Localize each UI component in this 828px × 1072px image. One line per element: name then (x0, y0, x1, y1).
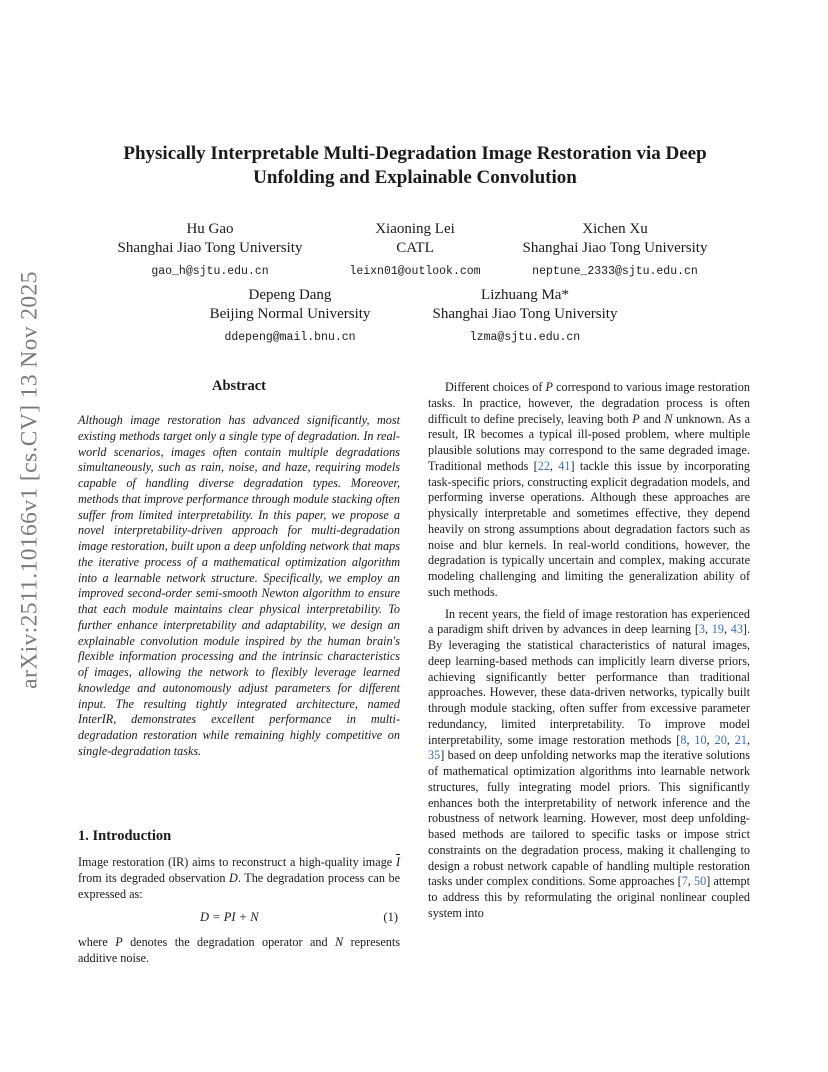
title-line-2: Unfolding and Explainable Convolution (253, 167, 577, 188)
author-name: Xiaoning Lei (375, 221, 455, 237)
title-line-1: Physically Interpretable Multi-Degradation Image Restoration via Deep (123, 143, 707, 164)
right-paragraph-1 (428, 380, 750, 601)
abstract-text: Although image restoration has advanced significantly, most existing methods target only a single type of degradation. In real-world scenarios, images often contain multiple degradations simultaneously, such as rain, noise, and haze, requiring models capable of handling diverse degradation types. Moreover, methods that improve performance through module stacking often suffer from limited interpretability. In this paper, we propose a novel interpretability-driven approach for multi-degradation image restoration, built upon a deep unfolding network that maps the iterative process of a mathematical optimization algorithm into a learnable network structure. Specifically, we employ an improved second-order semi-smooth Newton algorithm to ensure that each module maintains clear physical interpretability. To further enhance interpretability and adaptability, we design an explainable convolution module inspired by the human brain's flexible information processing and the intrinsic characteristics of images, allowing the network to flexibly leverage learned knowledge and autonomously adjust parameters for different input. The resulting tightly integrated architecture, named InterIR, demonstrates excellent performance in multi-degradation restoration while remaining highly competitive on single-degradation tasks. (78, 413, 400, 758)
author-block-5 (420, 286, 630, 347)
author-affiliation: Shanghai Jiao Tong University (117, 240, 303, 256)
author-name: Xichen Xu (582, 221, 648, 237)
citation-link[interactable]: 8 (680, 732, 687, 747)
text-run: Image restoration (IR) aims to reconstruct a high-quality image (78, 855, 396, 869)
text-run: represents additive noise. (78, 935, 400, 965)
citation-link[interactable]: 41 (558, 458, 571, 473)
author-block-2 (325, 220, 505, 281)
text-run: from its degraded observation (78, 870, 230, 885)
text-run: denotes the degradation operator and (122, 935, 336, 949)
author-name: Lizhuang Ma* (481, 287, 569, 303)
text-run: where (78, 935, 116, 949)
text-run: , (726, 732, 735, 747)
math-symbol: N (335, 935, 344, 949)
author-email[interactable]: neptune_2333@sjtu.edu.cn (532, 265, 698, 278)
author-block-3 (510, 220, 720, 281)
author-name: Hu Gao (186, 221, 234, 237)
citation-link[interactable]: 21 (734, 732, 747, 747)
equation-expression: D = PI + N (200, 910, 259, 924)
arxiv-stamp (8, 250, 52, 710)
text-run: , (705, 622, 712, 637)
citation-link[interactable]: 43 (730, 622, 743, 637)
author-email[interactable]: gao_h@sjtu.edu.cn (151, 265, 269, 278)
right-column (428, 380, 750, 922)
text-run: , (723, 622, 731, 637)
text-run: ]. By leveraging the statistical characteristics of natural images, deep learning-based methods can implicitly learn diverse priors, achieving significantly better performance than traditional approaches. However, these data-driven networks, typically built through module stacking, often suffer from excessive parameter redundancy, limited interpretability. To improve model interpretability, some image restoration methods [ (428, 622, 751, 747)
text-run: , (706, 732, 715, 747)
abstract-body (78, 413, 400, 760)
author-affiliation: Shanghai Jiao Tong University (432, 306, 618, 322)
text-run: , (687, 874, 695, 889)
citation-link[interactable]: 19 (711, 622, 724, 637)
right-paragraph-2 (428, 607, 750, 922)
intro-paragraph-1 (78, 855, 400, 902)
text-run: In recent years, the field of image restoration has experienced a paradigm shift driven by advances in deep learning [ (428, 606, 750, 637)
math-symbol: $\overline{I}$ (395, 855, 400, 869)
text-run: Different choices of (445, 380, 546, 394)
section-heading-introduction: 1. Introduction (78, 828, 172, 844)
math-symbol: D (229, 870, 238, 885)
author-affiliation: Beijing Normal University (209, 306, 371, 322)
math-symbol: P (632, 411, 640, 426)
author-email[interactable]: leixn01@outlook.com (349, 265, 481, 278)
citation-link[interactable]: 35 (428, 748, 441, 763)
paper-title (110, 142, 720, 190)
text-run: ] tackle this issue by incorporating task-specific priors, constructing explicit degradation models, and performing inverse operations. Although these approaches are physically interpretable and sometimes effective, they depend heavily on strong assumptions about degradation factors such as noise and blur kernels. In real-world conditions, however, the degradation is typically uncertain and complex, making accurate modeling challenging and limiting the generalization ability of such methods. (428, 458, 751, 599)
author-email[interactable]: lzma@sjtu.edu.cn (469, 331, 581, 344)
author-email[interactable]: ddepeng@mail.bnu.cn (224, 331, 356, 344)
author-affiliation: Shanghai Jiao Tong University (522, 240, 708, 256)
citation-link[interactable]: 50 (694, 874, 707, 889)
intro-paragraph-2 (78, 935, 400, 967)
equation-number: (1) (383, 910, 398, 924)
citation-link[interactable]: 10 (694, 732, 707, 747)
author-block-1 (110, 220, 310, 281)
abstract-heading: Abstract (212, 378, 266, 394)
text-run: , (686, 732, 695, 747)
arxiv-stamp-text: arXiv:2511.10166v1 [cs.CV] 13 Nov 2025 (16, 271, 43, 689)
citation-link[interactable]: 20 (714, 732, 727, 747)
text-run: , (549, 458, 559, 473)
citation-link[interactable]: 22 (537, 458, 550, 473)
math-symbol: P (545, 380, 553, 394)
text-run: and (639, 411, 665, 426)
text-run: . The degradation process can be expressed as: (78, 870, 400, 901)
text-run: unknown. As a result, IR becomes a typical ill-posed problem, where multiple plausible solutions may correspond to the same degraded image. Traditional methods [ (428, 411, 750, 473)
author-name: Depeng Dang (248, 287, 332, 303)
math-symbol: P (115, 935, 123, 949)
author-affiliation: CATL (396, 240, 434, 256)
text-run: correspond to various image restoration tasks. In practice, however, the degradation process is often difficult to define precisely, leaving both (428, 380, 750, 426)
text-run: , (746, 732, 750, 747)
text-run: ] attempt to address this by reformulating the original nonlinear coupled system into (428, 874, 750, 920)
text-run: ] based on deep unfolding networks map the iterative solutions of mathematical optimization algorithms into learnable network structures, fully integrating model priors. This significantly enhances both the interpretability of network inference and the robustness of network learning. However, most deep unfolding-based methods are tailored to specific tasks or impose strict constraints on the degradation process, making it challenging to design a robust network capable of handling multiple restoration tasks under complex conditions. Some approaches [ (428, 748, 750, 889)
citation-link[interactable]: 7 (681, 874, 688, 889)
math-symbol: N (664, 411, 673, 426)
citation-link[interactable]: 3 (698, 622, 706, 637)
author-block-4 (195, 286, 385, 347)
